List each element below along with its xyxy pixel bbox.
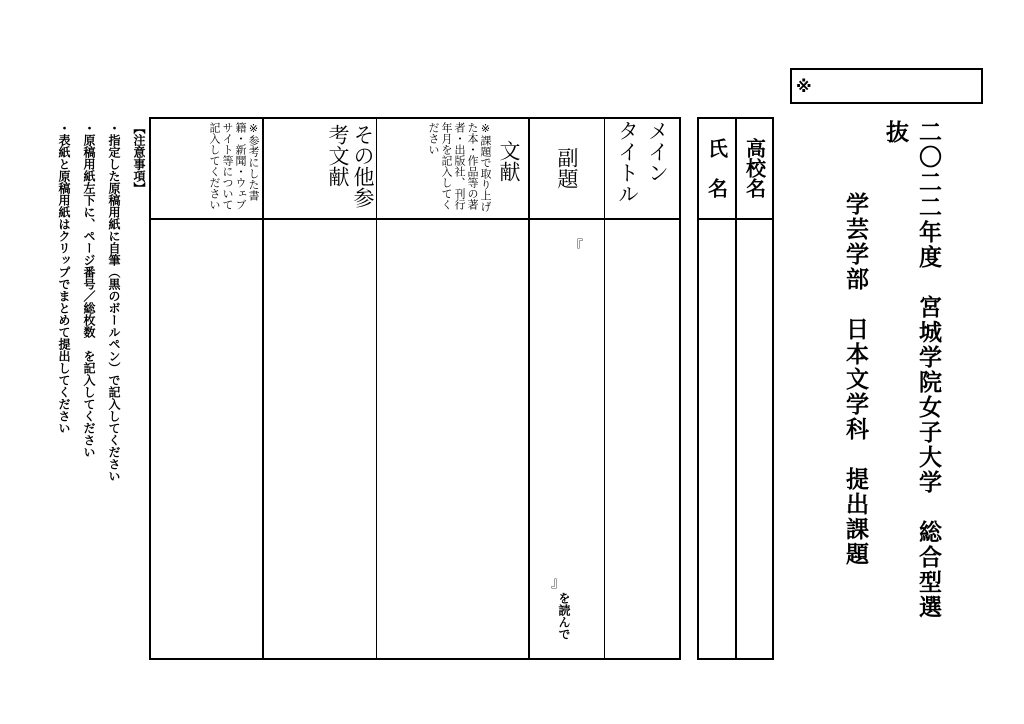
- notes-item-3: ・表紙と原稿用紙はクリップでまとめて提出してください: [57, 122, 71, 434]
- notes-item-2: ・原稿用紙左下に、ページ番号／総枚数 を記入してください: [82, 122, 96, 458]
- main-title-label: メイン タイトル: [615, 120, 670, 204]
- reference-number-box[interactable]: [790, 68, 983, 104]
- other-references-label: その他参考文献: [326, 124, 375, 208]
- student-name-label: 氏 名: [704, 138, 729, 198]
- other-references-note-field[interactable]: [151, 220, 261, 658]
- notes-item-1: ・指定した原稿用紙に自筆（黒のボールペン）で記入してください: [107, 122, 121, 482]
- school-name-label: 高校名: [742, 138, 767, 198]
- main-title-field[interactable]: [606, 220, 679, 658]
- literature-label: 文献: [497, 140, 521, 182]
- reference-mark: ※: [796, 77, 812, 96]
- literature-field[interactable]: [378, 220, 527, 658]
- document-subtitle: 学芸学部 日本文学科 提出課題: [842, 192, 868, 567]
- student-name-field[interactable]: [699, 220, 735, 658]
- subtitle-label: 副題: [555, 147, 579, 189]
- other-references-note: ※参考にした書籍・新聞・ウェブサイト等について記入してください: [208, 122, 260, 210]
- school-name-field[interactable]: [737, 220, 773, 658]
- other-references-field[interactable]: [264, 220, 375, 658]
- literature-note: ※課題で取り上げた本・作品等の著者・出版社、刊行年月を記入してください: [427, 122, 492, 212]
- subtitle-field[interactable]: [531, 220, 603, 658]
- subtitle-open-bracket: 『: [569, 239, 583, 255]
- subtitle-close-bracket: 』: [551, 575, 565, 591]
- subtitle-suffix: を読んで: [557, 592, 571, 640]
- document-title: 二〇二二年度 宮城学院女子大学 総合型選抜: [882, 120, 941, 620]
- notes-heading: 【注意事項】: [132, 122, 146, 194]
